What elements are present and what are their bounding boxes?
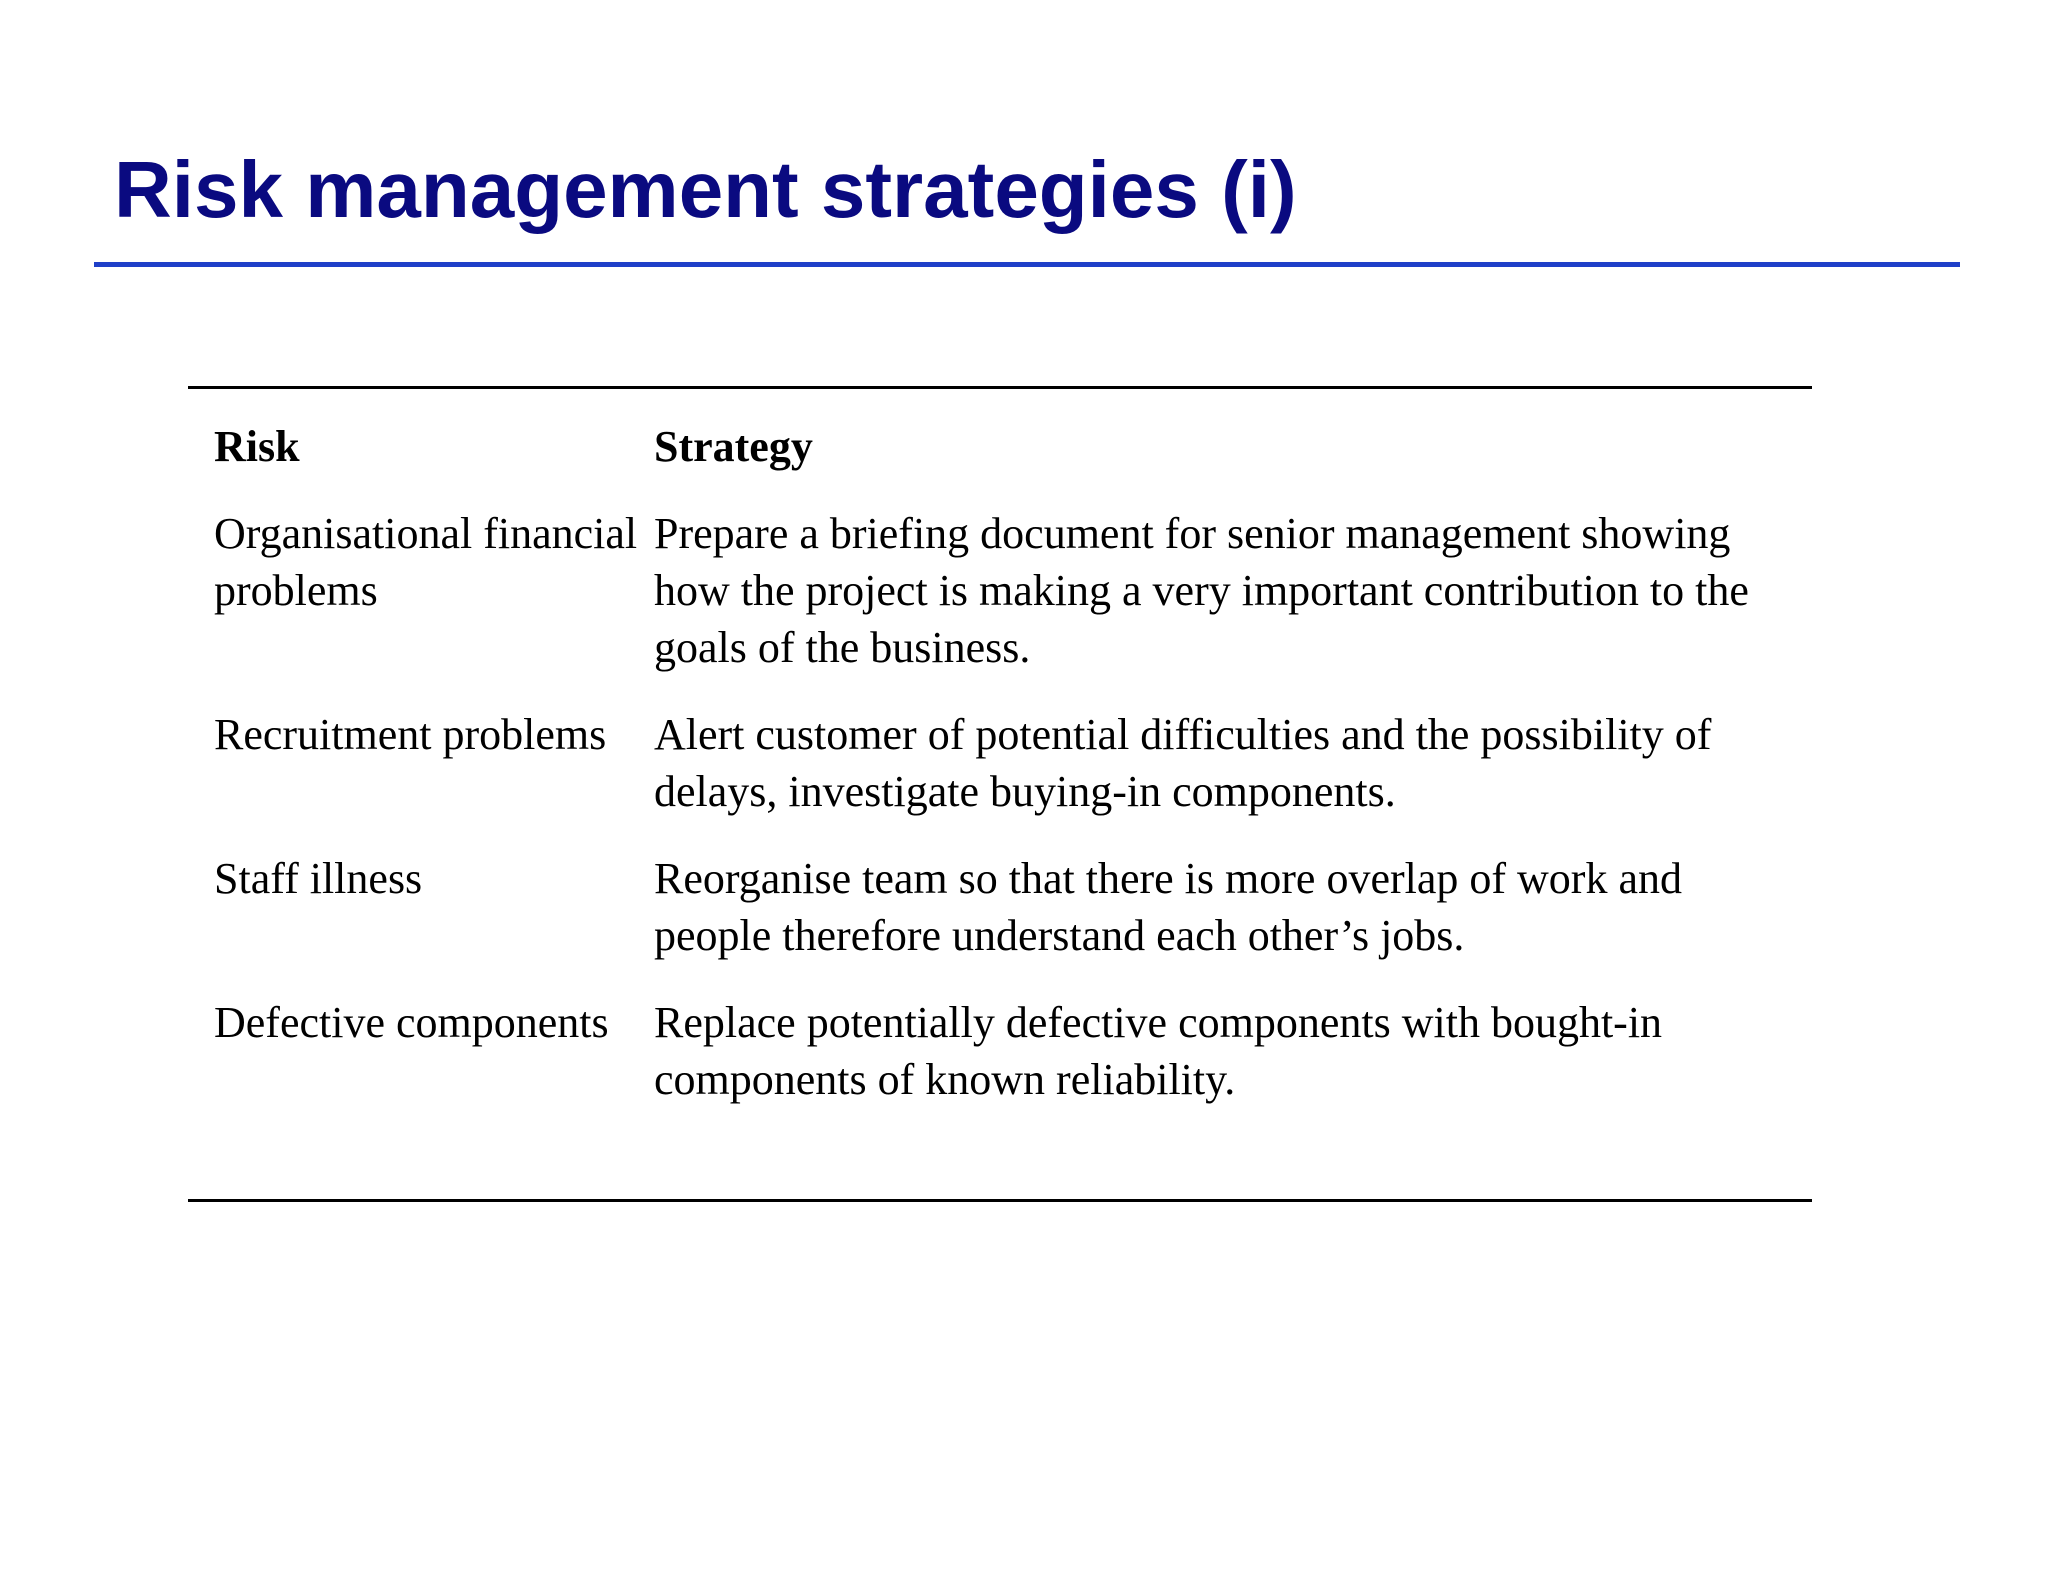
table-row <box>188 994 1812 1108</box>
table-row <box>188 706 1812 850</box>
table-row <box>188 505 1812 706</box>
table-row <box>188 850 1812 994</box>
table-bottom-rule <box>188 1199 1812 1202</box>
strategy-cell: Alert customer of potential difficulties and the possibility of delays, investigate buying-in components. <box>654 710 1712 816</box>
slide-title: Risk management strategies (i) <box>114 145 1297 234</box>
header-strategy: Strategy <box>654 422 813 471</box>
risk-strategy-table <box>188 418 1812 1108</box>
strategy-cell: Reorganise team so that there is more overlap of work and people therefore understand each other’s jobs. <box>654 854 1682 960</box>
risk-cell: Organisational financial problems <box>214 509 638 615</box>
risk-cell: Staff illness <box>214 854 423 903</box>
table-top-rule <box>188 386 1812 389</box>
strategy-cell: Replace potentially defective components with bought-in components of known reliability. <box>654 998 1663 1104</box>
title-underline <box>94 262 1960 267</box>
table-header-row <box>188 418 1812 505</box>
risk-cell: Recruitment problems <box>214 710 607 759</box>
strategy-cell: Prepare a briefing document for senior management showing how the project is making a very important contribution to the goals of the business. <box>654 509 1749 672</box>
risk-cell: Defective components <box>214 998 609 1047</box>
header-risk: Risk <box>214 422 300 471</box>
